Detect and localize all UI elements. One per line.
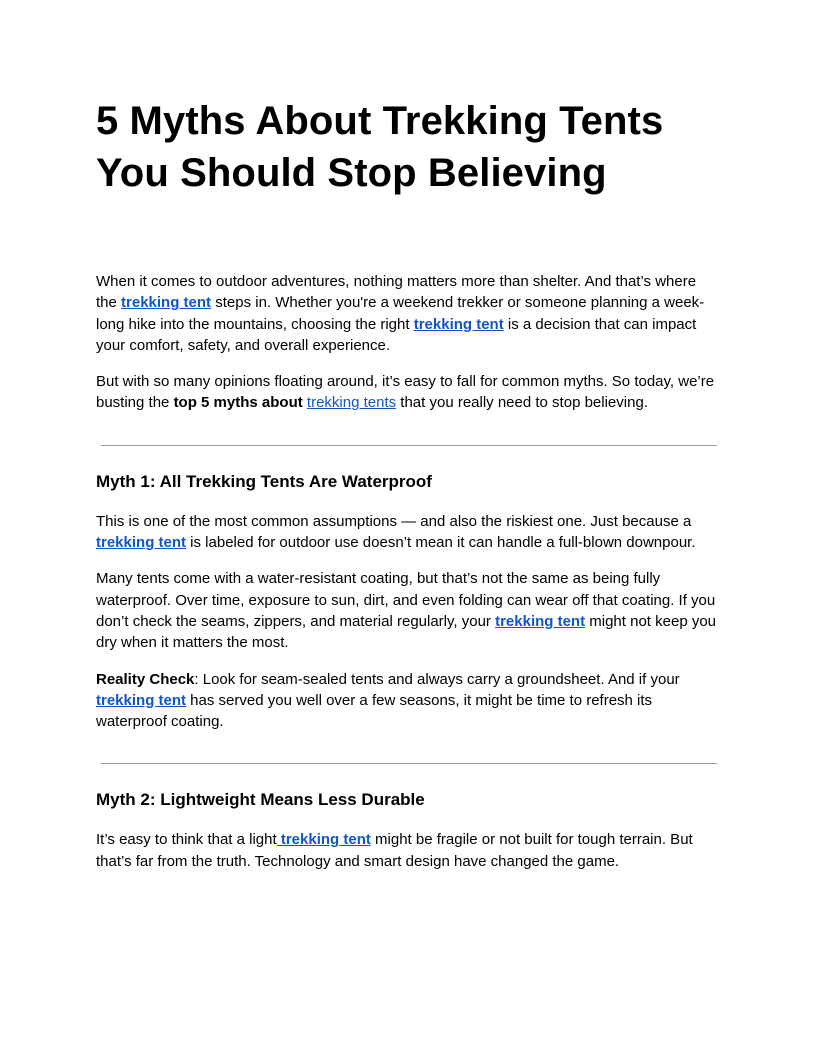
intro-p1-text-c: is a decision that can impact your comfort, safety, and overall experience.	[96, 315, 697, 354]
intro-section	[96, 271, 720, 414]
myth-1-p3-text-a: : Look for seam-sealed tents and always carry a groundsheet. And if your	[194, 670, 680, 688]
page-title-line-2: You Should Stop Believing	[96, 151, 607, 195]
myth-2-p1-text-b: might be fragile or not built for tough terrain. But that’s far from the truth. Technology and smart design have changed the game.	[96, 831, 693, 870]
document-page	[96, 95, 720, 872]
myth-2-heading: Myth 2: Lightweight Means Less Durable	[96, 790, 425, 810]
trekking-tent-link[interactable]: trekking tent	[413, 315, 504, 333]
myth-2-paragraph-1	[96, 829, 720, 872]
trekking-tent-link[interactable]: trekking tent	[276, 831, 371, 849]
myth-1-heading: Myth 1: All Trekking Tents Are Waterproof	[96, 471, 432, 491]
page-title	[96, 95, 720, 199]
intro-p2-text-a: But with so many opinions floating around, it’s easy to fall for common myths. So today, we’re busting the	[96, 373, 715, 412]
trekking-tent-link[interactable]: trekking tent	[121, 294, 212, 312]
myth-1-p1-text-b: is labeled for outdoor use doesn’t mean it can handle a full-blown downpour.	[186, 534, 696, 552]
intro-paragraph-1	[96, 271, 720, 356]
intro-p2-bold: top 5 myths about	[173, 394, 303, 412]
section-divider	[101, 445, 717, 446]
myth-2-p1-text-a: It’s easy to think that a light	[96, 831, 277, 849]
myth-1-p2-text-b: might not keep you dry when it matters the most.	[96, 612, 717, 652]
myth-1-p1-text-a: This is one of the most common assumptions — and also the riskiest one. Just because a	[96, 512, 692, 530]
intro-paragraph-2	[96, 371, 720, 414]
page-title-line-1: 5 Myths About Trekking Tents	[96, 99, 664, 143]
trekking-tent-link[interactable]: trekking tent	[96, 534, 187, 552]
trekking-tent-link[interactable]: trekking tent	[96, 691, 187, 709]
myth-1-paragraph-2	[96, 568, 720, 653]
myth-1-p2-text-a: Many tents come with a water-resistant coating, but that’s not the same as being fully waterproof. Over time, exposure to sun, dirt, and even folding can wear off that coating. If you don’t check the seams, zippers, and material regularly, your	[96, 570, 716, 630]
reality-check-label: Reality Check	[96, 670, 195, 688]
myth-1-body	[96, 511, 720, 733]
myth-1-p3-text-b: has served you well over a few seasons, it might be time to refresh its waterproof coating.	[96, 691, 653, 731]
myth-1-paragraph-3	[96, 669, 720, 733]
section-divider	[101, 763, 717, 764]
intro-p2-text-c: that you really need to stop believing.	[396, 394, 648, 412]
myth-2-body	[96, 829, 720, 872]
trekking-tent-link[interactable]: trekking tent	[495, 612, 586, 630]
intro-p1-text-a: When it comes to outdoor adventures, nothing matters more than shelter. And that’s where the	[96, 273, 697, 312]
intro-p1-text-b: steps in. Whether you're a weekend trekker or someone planning a week-long hike into the mountains, choosing the right	[96, 294, 705, 333]
trekking-tents-link[interactable]: trekking tents	[306, 394, 397, 412]
myth-1-paragraph-1	[96, 511, 720, 554]
